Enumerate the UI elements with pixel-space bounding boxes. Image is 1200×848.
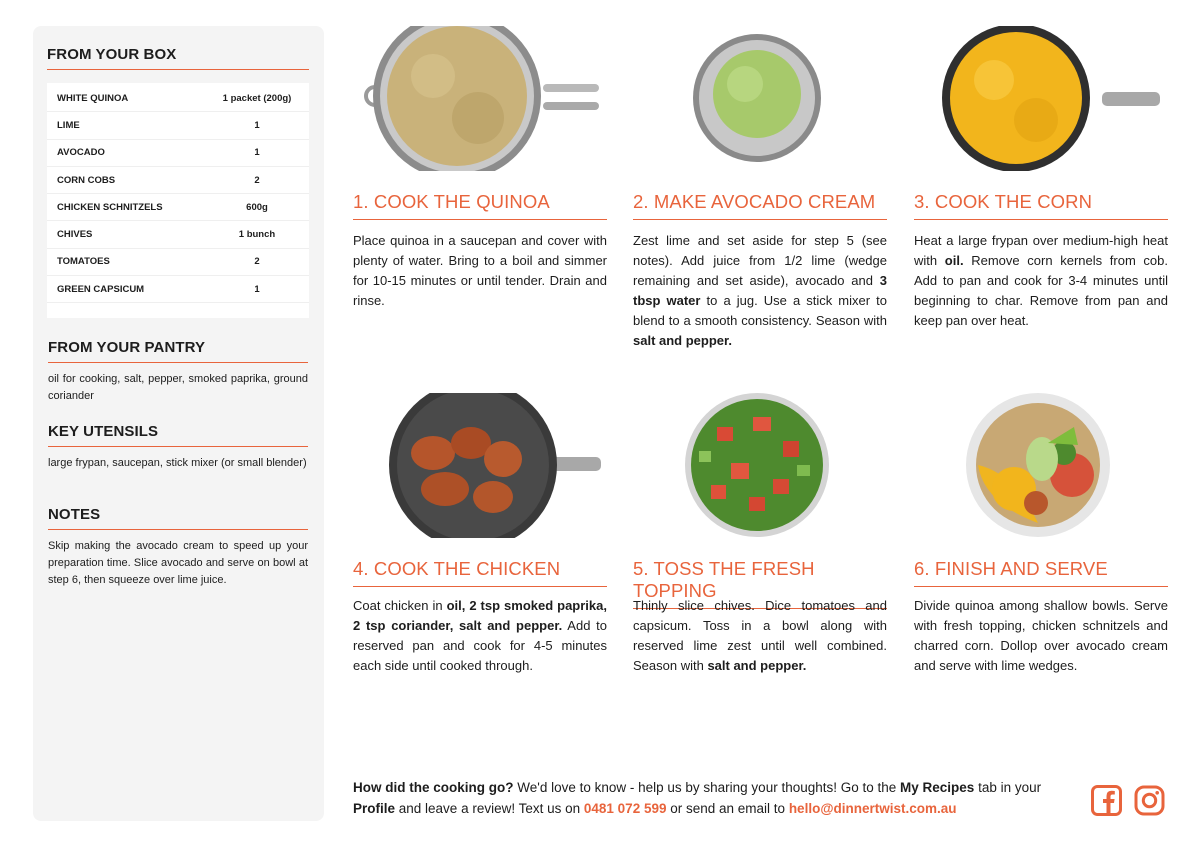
step-3-text — [914, 231, 1168, 331]
my-recipes-link[interactable]: My Recipes — [900, 780, 975, 795]
ingredient-name: WHITE QUINOA — [57, 92, 129, 104]
fresh-topping-photo — [633, 393, 887, 538]
feedback-footer — [353, 777, 1083, 819]
utensils-title: KEY UTENSILS — [48, 423, 308, 447]
step-3-title: 3. COOK THE CORN — [914, 191, 1168, 220]
ingredient-qty: 1 — [254, 283, 260, 295]
step-2-title: 2. MAKE AVOCADO CREAM — [633, 191, 887, 220]
ingredient-qty: 600g — [246, 201, 268, 213]
step-text-segment: Remove corn kernels from cob. Add to pan and cook for 3-4 minutes until beginning to char. Remove from pan and keep pan over heat. — [914, 253, 1169, 328]
pantry-text: oil for cooking, salt, pepper, smoked paprika, ground coriander — [48, 373, 308, 402]
ingredient-qty: 2 — [254, 174, 260, 186]
step-text-bold: salt and pepper. — [633, 333, 732, 348]
utensils-section — [48, 423, 308, 472]
ingredients-sidebar — [33, 26, 324, 821]
step-text-bold: oil. — [944, 253, 964, 268]
step-text-bold: 3 tbsp water — [633, 273, 887, 308]
step-4-text — [353, 596, 607, 676]
ingredient-qty: 1 bunch — [238, 229, 276, 241]
footer-text-2: tab in your — [974, 780, 1042, 795]
utensils-text: large frypan, saucepan, stick mixer (or small blender) — [48, 457, 307, 469]
step-text-segment: Zest lime and set aside for step 5 (see notes). Add juice from 1/2 lime (wedge remaining and set aside), avocado and — [633, 233, 887, 288]
feedback-question: How did the cooking go? — [353, 780, 514, 795]
ingredient-name: CHICKEN SCHNITZELS — [57, 201, 163, 213]
finished-bowl-photo — [914, 393, 1168, 538]
step-6-text — [914, 596, 1168, 676]
instagram-icon[interactable] — [1134, 785, 1165, 816]
ingredient-name: TOMATOES — [57, 256, 110, 268]
step-text-segment: Coat chicken in — [353, 598, 447, 613]
email-link[interactable]: hello@dinnertwist.com.au — [788, 801, 957, 816]
footer-text-3: and leave a review! Text us on — [395, 801, 584, 816]
step-text-segment: Place quinoa in a saucepan and cover with plenty of water. Bring to a boil and simmer for 10-15 minutes or until tender. Drain and rinse. — [353, 233, 607, 308]
box-title: FROM YOUR BOX — [47, 46, 309, 70]
ingredient-name: AVOCADO — [57, 147, 105, 159]
step-text-segment: to a jug. Use a stick mixer to blend to a smooth consistency. Season with — [633, 293, 887, 328]
pantry-title: FROM YOUR PANTRY — [48, 339, 308, 363]
step-text-segment: Divide quinoa among shallow bowls. Serve with fresh topping, chicken schnitzels and charred corn. Dollop over avocado cream and serve with lime wedges. — [914, 598, 1168, 673]
notes-title: NOTES — [48, 506, 308, 530]
profile-link[interactable]: Profile — [353, 801, 396, 816]
ingredient-row — [47, 276, 309, 303]
step-6-title: 6. FINISH AND SERVE — [914, 558, 1168, 587]
avocado-cream-photo — [633, 26, 887, 171]
ingredient-row — [47, 249, 309, 276]
step-text-segment: Thinly slice chives. Dice tomatoes and capsicum. Toss in a bowl along with reserved lime zest until well combined. Season with — [633, 598, 887, 673]
chicken-pan-photo — [353, 393, 607, 538]
step-1-title: 1. COOK THE QUINOA — [353, 191, 607, 220]
ingredient-qty: 2 — [254, 256, 260, 268]
step-2-text — [633, 231, 887, 351]
pantry-section — [48, 339, 308, 405]
ingredient-row — [47, 221, 309, 248]
step-text-bold: oil, 2 tsp smoked paprika, 2 tsp coriander, salt and pepper. — [353, 598, 607, 633]
step-text-segment: Heat a large frypan over medium-high heat with — [914, 233, 1168, 268]
phone-number[interactable]: 0481 072 599 — [583, 801, 667, 816]
corn-pan-photo — [914, 26, 1168, 171]
footer-text-4: or send an email to — [666, 801, 789, 816]
notes-section — [48, 506, 308, 589]
ingredient-row — [47, 140, 309, 167]
ingredient-row — [47, 85, 309, 112]
ingredient-row — [47, 112, 309, 139]
ingredient-row — [47, 167, 309, 194]
from-your-box-section — [47, 46, 309, 318]
ingredient-name: GREEN CAPSICUM — [57, 283, 145, 295]
quinoa-pot-photo — [353, 26, 607, 171]
ingredient-qty: 1 — [254, 147, 260, 159]
ingredient-qty: 1 packet (200g) — [222, 92, 292, 104]
step-5-text — [633, 596, 887, 676]
facebook-icon[interactable] — [1091, 785, 1122, 816]
ingredient-row — [47, 194, 309, 221]
step-5-title: 5. TOSS THE FRESH TOPPING — [633, 558, 887, 609]
ingredient-name: CORN COBS — [57, 174, 116, 186]
notes-text: Skip making the avocado cream to speed up your preparation time. Slice avocado and serve on bowl at step 6, then squeeze over lime juice. — [48, 540, 308, 586]
ingredients-table — [47, 83, 309, 318]
footer-text-1: We'd love to know - help us by sharing your thoughts! Go to the — [513, 780, 901, 795]
ingredient-name: CHIVES — [57, 229, 93, 241]
step-text-bold: salt and pepper. — [707, 658, 807, 673]
step-text-segment: Add to reserved pan and cook for 4-5 minutes each side until cooked through. — [353, 618, 607, 673]
ingredient-qty: 1 — [254, 119, 260, 131]
step-4-title: 4. COOK THE CHICKEN — [353, 558, 607, 587]
ingredient-name: LIME — [57, 119, 80, 131]
step-1-text — [353, 231, 607, 311]
